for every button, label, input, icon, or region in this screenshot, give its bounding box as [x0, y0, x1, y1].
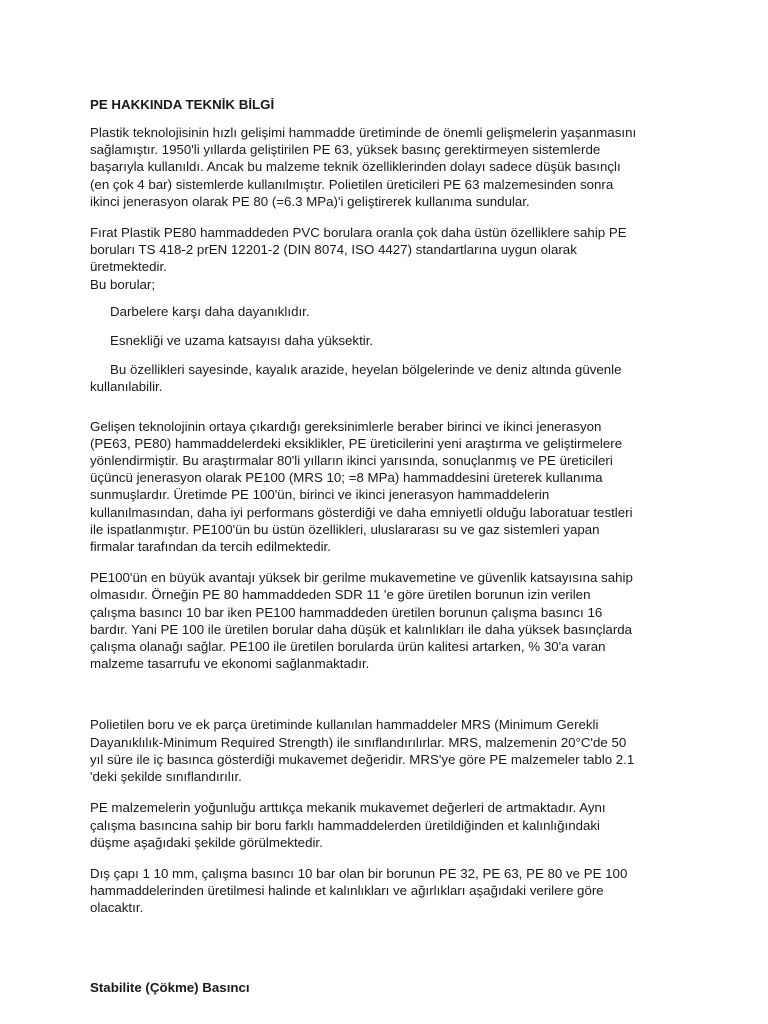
text-line: düşme aşağıdaki şekilde görülmektedir. [90, 834, 323, 850]
text-line: Bu borular; [90, 276, 156, 292]
blank-gap [90, 931, 690, 979]
text-line: olmasıdır. Örneğin PE 80 hammaddeden SDR 11 'e göre üretilen borunun izin verilen [90, 587, 591, 603]
text-line: kullanılabilir. [90, 379, 163, 395]
text-line: ile ispatlanmıştır. PE100'ün bu üstün özellikleri, uluslararası su ve gaz sistemleri yapan [90, 521, 600, 537]
text-line: Polietilen boru ve ek parça üretiminde kullanılan hammaddeler MRS (Minimum Gerekli [90, 717, 599, 733]
text-line: malzeme tasarrufu ve ekonomi sağlanmaktadır. [90, 656, 370, 672]
list-item [90, 361, 690, 395]
text-line: sunmuşlardır. Üretimde PE 100'ün, birinci ve ikinci jenerasyon hammaddelerin [90, 487, 550, 503]
document-page [90, 96, 690, 1007]
paragraph-intro [90, 124, 690, 210]
document-title: PE HAKKINDA TEKNİK BİLGİ [90, 97, 275, 112]
text-line: Dayanıklılık-Minimum Required Strength) ile sınıflandırılırlar. MRS, malzemenin 20°C'de 50 [90, 734, 627, 750]
text-line: üçüncü jenerasyon olarak PE100 (MRS 10; =8 MPa) hammaddesini üreterek kullanıma [90, 470, 603, 486]
text-line: ikinci jenerasyon olarak PE 80 (=6.3 MPa)'i geliştirerek kullanıma sundular. [90, 193, 530, 209]
list-item [90, 303, 690, 320]
text-line: (en çok 4 bar) sistemlerde kullanılmıştır. Polietilen üreticileri PE 63 malzemesinden sonra [90, 176, 614, 192]
text-line: üretmektedir. [90, 259, 167, 275]
text-line: başarıyla kullanıldı. Ancak bu malzeme teknik özelliklerinden dolayı sadece düşük basınçlı [90, 159, 621, 175]
text-line: bardır. Yani PE 100 ile üretilen borular daha düşük et kalınlıkları ile daha yüksek basınçlarda [90, 621, 633, 637]
text-line: Darbelere karşı daha dayanıklıdır. [110, 303, 310, 319]
text-line: Esnekliği ve uzama katsayısı daha yüksektir. [110, 333, 374, 349]
text-line: sağlamıştır. 1950'li yıllarda geliştirilen PE 63, yüksek basınç gerektirmeyen sistemlerde [90, 142, 601, 158]
paragraph-outer-diameter [90, 865, 690, 917]
text-line: Dış çapı 1 10 mm, çalışma basıncı 10 bar olan bir borunun PE 32, PE 63, PE 80 ve PE 100 [90, 865, 628, 881]
text-line: firmalar tarafından da tercih edilmektedir. [90, 539, 331, 555]
list-item [90, 332, 690, 349]
text-line: PE malzemelerin yoğunluğu arttıkça mekanik mukavemet değerleri de artmaktadır. Aynı [90, 800, 606, 816]
text-line: olacaktır. [90, 900, 144, 916]
text-line: 'deki şekilde sınıflandırılır. [90, 769, 242, 785]
text-line: çalışma olanağı sağlar. PE100 ile üretilen borularda ürün kalitesi artarken, % 30'a varan [90, 639, 606, 655]
text-line: yönlendirmiştir. Bu araştırmalar 80'li yılların ikinci yarısında, sonuçlanmış ve PE üreticileri [90, 453, 613, 469]
text-line: kullanılmasından, daha iyi performans gösterdiği ve daha emniyetli olduğu laboratuar testleri [90, 504, 633, 520]
blank-gap [90, 686, 690, 716]
text-line: çalışma basıncı 10 bar iken PE100 hammaddeden üretilen borunun çalışma basıncı 16 [90, 604, 603, 620]
paragraph-density [90, 799, 690, 851]
text-line: çalışma basıncına sahip bir boru farklı hammaddelerden üretildiğinden et kalınlığındaki [90, 817, 601, 833]
text-line: yıl süre ile iç basınca gösterdiği mukavemet değeridir. MRS'ye göre PE malzemeler tablo 2.1 [90, 751, 635, 767]
text-line: hammaddelerinden üretilmesi halinde et kalınlıkları ve ağırlıkları aşağıdaki verilere göre [90, 883, 604, 899]
text-line: PE100'ün en büyük avantajı yüksek bir gerilme mukavemetine ve güvenlik katsayısına sahip [90, 570, 633, 586]
section-heading-stability: Stabilite (Çökme) Basıncı [90, 979, 250, 995]
paragraph-pe100-advantage [90, 569, 690, 672]
paragraph-firat-plastik [90, 224, 690, 293]
paragraph-technology [90, 418, 690, 556]
text-line: Plastik teknolojisinin hızlı gelişimi hammadde üretiminde de önemli gelişmelerin yaşanmasını [90, 125, 637, 140]
text-line: Fırat Plastik PE80 hammaddeden PVC borulara oranla çok daha üstün özelliklere sahip PE [90, 225, 627, 241]
text-line: Bu özellikleri sayesinde, kayalık arazide, heyelan bölgelerinde ve deniz altında güvenle [110, 362, 622, 378]
text-line: boruları TS 418-2 prEN 12201-2 (DIN 8074, ISO 4427) standartlarına uygun olarak [90, 242, 577, 258]
paragraph-mrs [90, 716, 690, 785]
text-line: Gelişen teknolojinin ortaya çıkardığı gereksinimlerle beraber birinci ve ikinci jenerasyon [90, 418, 602, 434]
text-line: (PE63, PE80) hammaddelerdeki eksiklikler, PE üreticilerini yeni araştırma ve geliştirmelere [90, 435, 623, 451]
